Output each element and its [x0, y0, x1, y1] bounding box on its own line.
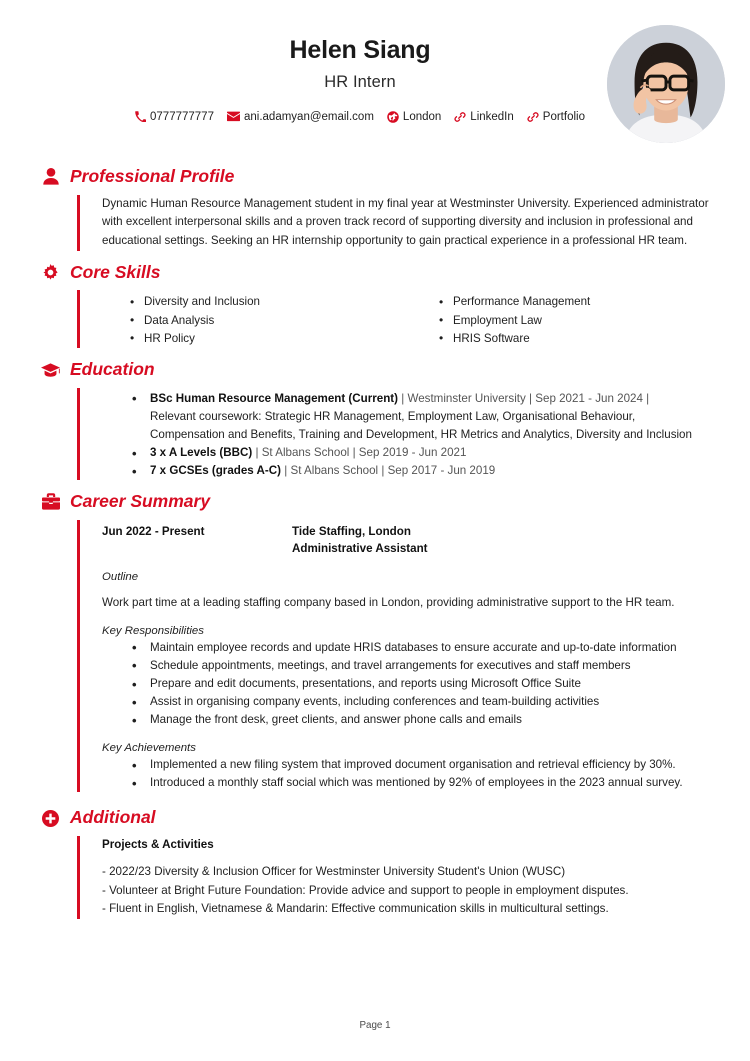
section-career-summary	[0, 493, 750, 792]
list-item: • Implemented a new filing system that improved document organisation and retrieval efficiency by 30%.	[132, 756, 710, 774]
contact-portfolio-text: Portfolio	[542, 110, 585, 123]
resume-header	[0, 0, 750, 155]
phone-icon	[135, 111, 146, 122]
job-dates: Jun 2022 - Present	[102, 524, 205, 538]
section-header	[40, 168, 710, 186]
responsibilities-label: Key Responsibilities	[102, 624, 204, 637]
list-item: • Maintain employee records and update HRIS databases to ensure accurate and up-to-date information	[132, 639, 710, 657]
contact-location[interactable]	[387, 111, 441, 123]
list-item	[132, 462, 710, 480]
envelope-icon	[227, 111, 240, 122]
contact-row	[40, 111, 680, 123]
job-company: Tide Staffing, London	[292, 524, 411, 538]
profile-text: Dynamic Human Resource Management student in my final year at Westminster University. Experienced administrator with excellent interpersonal skills and a proven track record of supporting diversity and inclusion in professional and educational settings. Seeking an HR internship opportunity to gain practical experience in a professional HR team.	[102, 196, 709, 248]
globe-icon	[387, 111, 399, 123]
list-item: • Assist in organising company events, including conferences and team-building activities	[132, 693, 710, 711]
section-core-skills	[0, 261, 750, 348]
page-footer: Page 1	[359, 1020, 391, 1031]
section-title: Career Summary	[70, 491, 211, 512]
circle-plus-icon	[40, 810, 61, 827]
additional-lines	[102, 863, 710, 919]
section-body	[77, 836, 710, 919]
link-icon	[527, 111, 539, 123]
section-header	[40, 493, 710, 511]
job-entry-header	[102, 520, 710, 558]
list-item: • Prepare and edit documents, presentations, and reports using Microsoft Office Suite	[132, 675, 710, 693]
contact-linkedin[interactable]	[454, 111, 513, 123]
list-item: • Diversity and Inclusion	[130, 293, 401, 311]
list-item: • Introduced a monthly staff social which was mentioned by 92% of employees in the 2023 annual survey.	[132, 774, 710, 792]
list-item: - 2022/23 Diversity & Inclusion Officer for Westminster University Student's Union (WUSC)	[102, 864, 566, 878]
additional-subtitle: Projects & Activities	[102, 837, 214, 851]
achievements-list	[102, 756, 710, 792]
education-meta: | Westminster University | Sep 2021 - Jun 2024 |	[398, 391, 650, 405]
list-item: • Schedule appointments, meetings, and travel arrangements for executives and staff members	[132, 657, 710, 675]
list-item	[132, 390, 710, 444]
section-title: Professional Profile	[70, 166, 235, 186]
contact-phone-text: 0777777777	[150, 110, 214, 123]
skills-grid	[102, 290, 710, 348]
outline-label: Outline	[102, 570, 139, 583]
section-body	[77, 290, 710, 348]
education-list	[102, 388, 710, 480]
job-role: Administrative Assistant	[292, 542, 428, 556]
section-professional-profile	[0, 168, 750, 251]
section-body	[77, 520, 710, 793]
gear-icon	[40, 264, 61, 281]
section-title: Education	[70, 359, 155, 380]
achievements-label: Key Achievements	[102, 742, 196, 755]
skills-column-left	[102, 293, 401, 348]
job-meta	[292, 523, 710, 558]
avatar	[607, 25, 725, 143]
skills-column-right	[411, 293, 710, 348]
education-detail: Relevant coursework: Strategic HR Management, Employment Law, Organisational Behaviour, Compensation and Benefits, Training and Development, HR Metrics and Analytics, Diversity and Inclusion	[150, 409, 692, 441]
contact-portfolio[interactable]	[527, 111, 585, 123]
section-education	[0, 361, 750, 480]
education-meta: | St Albans School | Sep 2017 - Jun 2019	[281, 464, 496, 478]
list-item: • Performance Management	[439, 293, 710, 311]
list-item: • Data Analysis	[130, 312, 401, 330]
section-title: Additional	[70, 807, 156, 828]
outline-text: Work part time at a leading staffing company based in London, providing administrative support to the HR team.	[102, 595, 675, 609]
contact-linkedin-text: LinkedIn	[470, 110, 514, 123]
job-title-subtitle: HR Intern	[324, 72, 396, 91]
list-item: • HRIS Software	[439, 330, 710, 348]
education-degree: 3 x A Levels (BBC)	[150, 446, 253, 460]
list-item: • Manage the front desk, greet clients, and answer phone calls and emails	[132, 711, 710, 729]
section-body	[77, 195, 710, 251]
responsibilities-list	[102, 639, 710, 729]
section-title: Core Skills	[70, 261, 161, 282]
section-header	[40, 361, 710, 379]
section-header	[40, 809, 710, 827]
section-additional	[0, 809, 750, 919]
education-degree: BSc Human Resource Management (Current)	[150, 391, 399, 405]
list-item: - Volunteer at Bright Future Foundation: Provide advice and support to people in employment disputes.	[102, 883, 629, 897]
graduation-cap-icon	[40, 363, 61, 378]
list-item	[132, 444, 710, 462]
list-item: - Fluent in English, Vietnamese & Mandarin: Effective communication skills in multicultural settings.	[102, 902, 609, 916]
section-header	[40, 261, 710, 282]
list-item: • Employment Law	[439, 312, 710, 330]
contact-phone[interactable]	[135, 111, 214, 123]
page-title: Helen Siang	[289, 36, 431, 64]
list-item: • HR Policy	[130, 330, 401, 348]
contact-email[interactable]	[227, 111, 374, 123]
person-icon	[40, 168, 61, 185]
link-icon	[454, 111, 466, 123]
education-meta: | St Albans School | Sep 2019 - Jun 2021	[252, 446, 467, 460]
section-body	[77, 388, 710, 480]
contact-email-text: ani.adamyan@email.com	[243, 110, 374, 123]
briefcase-icon	[40, 493, 61, 510]
education-degree: 7 x GCSEs (grades A-C)	[150, 464, 282, 478]
contact-location-text: London	[402, 110, 442, 123]
